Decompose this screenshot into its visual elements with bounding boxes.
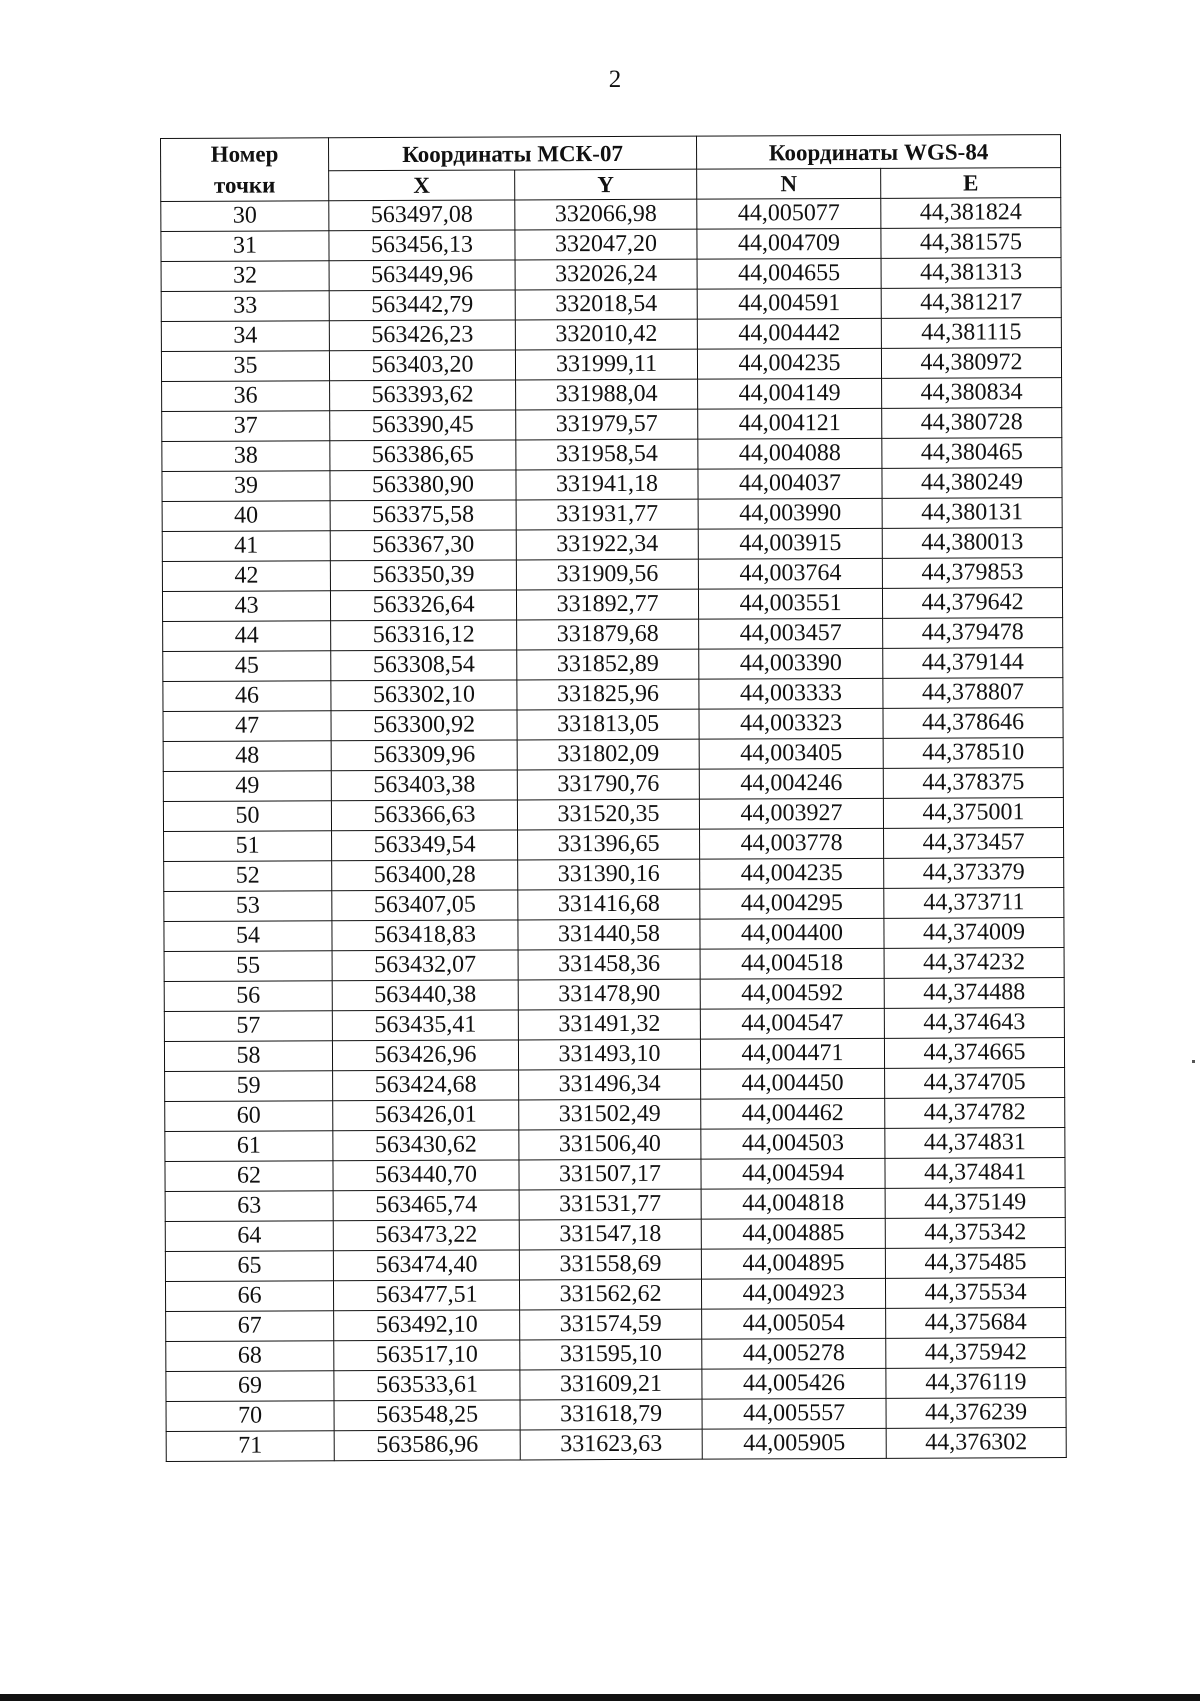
x-cell: 563393,62 <box>330 380 516 411</box>
e-cell: 44,373379 <box>884 858 1064 889</box>
y-cell: 331491,32 <box>518 1009 700 1040</box>
x-cell: 563477,51 <box>333 1280 519 1311</box>
e-cell: 44,374782 <box>885 1098 1065 1129</box>
table-row <box>165 1098 1065 1132</box>
point-number-cell: 40 <box>162 501 330 532</box>
y-cell: 331496,34 <box>519 1069 701 1100</box>
table-row <box>165 1188 1065 1222</box>
y-cell: 331958,54 <box>516 439 698 470</box>
e-cell: 44,380131 <box>882 498 1062 529</box>
y-cell: 331931,77 <box>516 499 698 530</box>
point-number-cell: 66 <box>165 1281 333 1312</box>
point-number-cell: 45 <box>163 651 331 682</box>
e-cell: 44,374488 <box>884 978 1064 1009</box>
table-row <box>163 708 1063 742</box>
y-cell: 331558,69 <box>519 1249 701 1280</box>
n-cell: 44,003333 <box>699 678 883 709</box>
point-number-cell: 67 <box>166 1311 334 1342</box>
e-cell: 44,374841 <box>885 1158 1065 1189</box>
point-number-cell: 55 <box>164 951 332 982</box>
e-cell: 44,374705 <box>885 1068 1065 1099</box>
n-cell: 44,003405 <box>699 738 883 769</box>
table-row <box>166 1398 1066 1432</box>
y-cell: 331478,90 <box>518 979 700 1010</box>
n-cell: 44,004594 <box>701 1158 885 1189</box>
point-number-cell: 34 <box>161 321 329 352</box>
n-cell: 44,003915 <box>698 528 882 559</box>
table-row <box>162 558 1062 592</box>
y-cell: 331562,62 <box>519 1279 701 1310</box>
point-number-cell: 39 <box>162 471 330 502</box>
point-number-cell: 38 <box>162 441 330 472</box>
e-cell: 44,380249 <box>882 468 1062 499</box>
table-row <box>161 348 1061 382</box>
point-number-cell: 69 <box>166 1371 334 1402</box>
n-cell: 44,003323 <box>699 708 883 739</box>
n-cell: 44,004895 <box>701 1248 885 1279</box>
y-cell: 332066,98 <box>515 199 697 230</box>
table-row <box>161 288 1061 322</box>
n-cell: 44,004709 <box>697 228 881 259</box>
x-cell: 563302,10 <box>331 680 517 711</box>
y-cell: 331396,65 <box>518 829 700 860</box>
table-row <box>163 768 1063 802</box>
scan-bottom-edge <box>0 1694 1200 1701</box>
x-cell: 563426,23 <box>329 320 515 351</box>
e-cell: 44,373711 <box>884 888 1064 919</box>
point-number-cell: 56 <box>164 981 332 1012</box>
y-cell: 331790,76 <box>517 769 699 800</box>
table-row <box>164 858 1064 892</box>
e-cell: 44,378807 <box>883 678 1063 709</box>
x-cell: 563465,74 <box>333 1190 519 1221</box>
n-cell: 44,004400 <box>700 918 884 949</box>
x-cell: 563418,83 <box>332 920 518 951</box>
e-cell: 44,374831 <box>885 1128 1065 1159</box>
table-row <box>165 1128 1065 1162</box>
n-cell: 44,003778 <box>700 828 884 859</box>
point-number-cell: 49 <box>163 771 331 802</box>
x-cell: 563473,22 <box>333 1220 519 1251</box>
point-number-cell: 60 <box>165 1101 333 1132</box>
x-cell: 563426,01 <box>333 1100 519 1131</box>
y-cell: 331458,36 <box>518 949 700 980</box>
e-cell: 44,375342 <box>885 1218 1065 1249</box>
table-row <box>162 528 1062 562</box>
coordinates-table <box>160 134 1067 1462</box>
table-body <box>161 198 1067 1462</box>
e-cell: 44,374665 <box>884 1038 1064 1069</box>
point-header-line2: точки <box>213 172 276 198</box>
y-cell: 332018,54 <box>515 289 697 320</box>
table-row <box>162 408 1062 442</box>
point-number-cell: 30 <box>161 201 329 232</box>
table-row <box>166 1308 1066 1342</box>
y-cell: 331825,96 <box>517 679 699 710</box>
x-cell: 563426,96 <box>332 1040 518 1071</box>
e-cell: 44,376302 <box>886 1428 1066 1459</box>
e-column-header: E <box>881 168 1061 199</box>
point-number-cell: 37 <box>162 411 330 442</box>
point-number-cell: 44 <box>163 621 331 652</box>
x-column-header: X <box>329 170 515 201</box>
point-number-cell: 51 <box>164 831 332 862</box>
n-cell: 44,004442 <box>697 318 881 349</box>
e-cell: 44,380834 <box>882 378 1062 409</box>
x-cell: 563586,96 <box>334 1430 520 1461</box>
y-cell: 331623,63 <box>520 1429 702 1460</box>
n-cell: 44,004235 <box>697 348 881 379</box>
y-cell: 331922,34 <box>516 529 698 560</box>
x-cell: 563308,54 <box>331 650 517 681</box>
y-cell: 331547,18 <box>519 1219 701 1250</box>
y-cell: 331909,56 <box>516 559 698 590</box>
table-row <box>164 828 1064 862</box>
table-row <box>163 798 1063 832</box>
table-row <box>163 678 1063 712</box>
y-cell: 331892,77 <box>516 589 698 620</box>
table-row <box>163 618 1063 652</box>
e-cell: 44,381824 <box>881 198 1061 229</box>
x-cell: 563442,79 <box>329 290 515 321</box>
point-number-cell: 42 <box>162 561 330 592</box>
table-row <box>161 318 1061 352</box>
n-cell: 44,004655 <box>697 258 881 289</box>
n-cell: 44,004518 <box>700 948 884 979</box>
point-number-cell: 64 <box>165 1221 333 1252</box>
e-cell: 44,375485 <box>885 1248 1065 1279</box>
e-cell: 44,379853 <box>882 558 1062 589</box>
n-cell: 44,005905 <box>702 1428 886 1459</box>
n-cell: 44,003927 <box>699 798 883 829</box>
point-number-cell: 47 <box>163 711 331 742</box>
x-cell: 563380,90 <box>330 470 516 501</box>
x-cell: 563474,40 <box>333 1250 519 1281</box>
msk07-group-header: Координаты МСК-07 <box>329 136 697 171</box>
point-number-cell: 58 <box>164 1041 332 1072</box>
y-cell: 331852,89 <box>517 649 699 680</box>
point-number-cell: 46 <box>163 681 331 712</box>
x-cell: 563390,45 <box>330 410 516 441</box>
x-cell: 563548,25 <box>334 1400 520 1431</box>
e-cell: 44,375001 <box>883 798 1063 829</box>
e-cell: 44,379642 <box>882 588 1062 619</box>
e-cell: 44,381575 <box>881 228 1061 259</box>
e-cell: 44,375534 <box>885 1278 1065 1309</box>
e-cell: 44,375684 <box>886 1308 1066 1339</box>
table-row <box>166 1428 1066 1462</box>
table-row <box>164 948 1064 982</box>
y-cell: 331802,09 <box>517 739 699 770</box>
n-cell: 44,004462 <box>701 1098 885 1129</box>
table-row <box>165 1248 1065 1282</box>
x-cell: 563403,38 <box>331 770 517 801</box>
y-cell: 332047,20 <box>515 229 697 260</box>
table-row <box>165 1278 1065 1312</box>
e-cell: 44,375942 <box>886 1338 1066 1369</box>
n-cell: 44,004471 <box>700 1038 884 1069</box>
point-header-line1: Номер <box>210 141 279 167</box>
table-row <box>161 228 1061 262</box>
point-number-cell: 71 <box>166 1431 334 1462</box>
y-cell: 331574,59 <box>520 1309 702 1340</box>
y-cell: 331416,68 <box>518 889 700 920</box>
x-cell: 563309,96 <box>331 740 517 771</box>
y-cell: 331979,57 <box>516 409 698 440</box>
e-cell: 44,381115 <box>881 318 1061 349</box>
point-number-cell: 62 <box>165 1161 333 1192</box>
y-cell: 331440,58 <box>518 919 700 950</box>
point-number-cell: 53 <box>164 891 332 922</box>
table-row <box>162 498 1062 532</box>
n-cell: 44,004885 <box>701 1218 885 1249</box>
n-cell: 44,004818 <box>701 1188 885 1219</box>
x-cell: 563407,05 <box>332 890 518 921</box>
x-cell: 563492,10 <box>334 1310 520 1341</box>
point-number-cell: 63 <box>165 1191 333 1222</box>
table-row <box>164 978 1064 1012</box>
table-row <box>162 468 1062 502</box>
header-row-groups <box>161 135 1061 172</box>
n-cell: 44,004591 <box>697 288 881 319</box>
table-row <box>165 1158 1065 1192</box>
point-number-cell: 57 <box>164 1011 332 1042</box>
x-cell: 563440,70 <box>333 1160 519 1191</box>
n-cell: 44,005426 <box>702 1368 886 1399</box>
e-cell: 44,375149 <box>885 1188 1065 1219</box>
n-cell: 44,004450 <box>701 1068 885 1099</box>
table-row <box>161 198 1061 232</box>
n-cell: 44,004295 <box>700 888 884 919</box>
point-number-cell: 68 <box>166 1341 334 1372</box>
n-cell: 44,005278 <box>702 1338 886 1369</box>
point-number-cell: 59 <box>165 1071 333 1102</box>
y-cell: 331390,16 <box>518 859 700 890</box>
point-number-cell: 35 <box>161 351 329 382</box>
n-column-header: N <box>697 168 881 199</box>
table-row <box>161 258 1061 292</box>
y-cell: 332026,24 <box>515 259 697 290</box>
point-number-cell: 33 <box>161 291 329 322</box>
e-cell: 44,374232 <box>884 948 1064 979</box>
x-cell: 563300,92 <box>331 710 517 741</box>
y-cell: 331618,79 <box>520 1399 702 1430</box>
x-cell: 563326,64 <box>330 590 516 621</box>
table-row <box>164 888 1064 922</box>
point-number-cell: 61 <box>165 1131 333 1162</box>
n-cell: 44,003990 <box>698 498 882 529</box>
y-cell: 331502,49 <box>519 1099 701 1130</box>
y-cell: 331999,11 <box>515 349 697 380</box>
table-row <box>162 588 1062 622</box>
point-number-cell: 52 <box>164 861 332 892</box>
e-cell: 44,380465 <box>882 438 1062 469</box>
e-cell: 44,376239 <box>886 1398 1066 1429</box>
e-cell: 44,380728 <box>882 408 1062 439</box>
e-cell: 44,379478 <box>883 618 1063 649</box>
point-number-cell: 36 <box>162 381 330 412</box>
point-number-cell: 50 <box>163 801 331 832</box>
n-cell: 44,005557 <box>702 1398 886 1429</box>
y-column-header: Y <box>515 169 697 200</box>
e-cell: 44,380013 <box>882 528 1062 559</box>
point-number-cell: 48 <box>163 741 331 772</box>
page-number: 2 <box>608 66 622 93</box>
x-cell: 563533,61 <box>334 1370 520 1401</box>
y-cell: 331988,04 <box>516 379 698 410</box>
y-cell: 331595,10 <box>520 1339 702 1370</box>
x-cell: 563386,65 <box>330 440 516 471</box>
point-number-cell: 43 <box>162 591 330 622</box>
e-cell: 44,374643 <box>884 1008 1064 1039</box>
n-cell: 44,004235 <box>700 858 884 889</box>
n-cell: 44,003551 <box>698 588 882 619</box>
e-cell: 44,378375 <box>883 768 1063 799</box>
n-cell: 44,003457 <box>699 618 883 649</box>
point-number-cell: 41 <box>162 531 330 562</box>
table-row <box>166 1368 1066 1402</box>
x-cell: 563375,58 <box>330 500 516 531</box>
x-cell: 563367,30 <box>330 530 516 561</box>
y-cell: 331507,17 <box>519 1159 701 1190</box>
y-cell: 331506,40 <box>519 1129 701 1160</box>
e-cell: 44,378646 <box>883 708 1063 739</box>
y-cell: 331531,77 <box>519 1189 701 1220</box>
n-cell: 44,004037 <box>698 468 882 499</box>
n-cell: 44,005054 <box>702 1308 886 1339</box>
n-cell: 44,004149 <box>698 378 882 409</box>
e-cell: 44,381217 <box>881 288 1061 319</box>
point-number-cell: 31 <box>161 231 329 262</box>
wgs84-group-header: Координаты WGS-84 <box>697 135 1061 170</box>
y-cell: 331493,10 <box>518 1039 700 1070</box>
n-cell: 44,005077 <box>697 198 881 229</box>
table-row <box>165 1068 1065 1102</box>
n-cell: 44,004246 <box>699 768 883 799</box>
x-cell: 563517,10 <box>334 1340 520 1371</box>
x-cell: 563440,38 <box>332 980 518 1011</box>
n-cell: 44,004547 <box>700 1008 884 1039</box>
table-row <box>164 1038 1064 1072</box>
point-number-header <box>161 138 329 202</box>
y-cell: 331879,68 <box>517 619 699 650</box>
table-row <box>164 918 1064 952</box>
n-cell: 44,004503 <box>701 1128 885 1159</box>
point-number-cell: 54 <box>164 921 332 952</box>
n-cell: 44,003390 <box>699 648 883 679</box>
e-cell: 44,374009 <box>884 918 1064 949</box>
scan-artifact <box>1192 1060 1195 1063</box>
x-cell: 563424,68 <box>333 1070 519 1101</box>
table-row <box>164 1008 1064 1042</box>
table-header <box>161 135 1061 202</box>
x-cell: 563403,20 <box>329 350 515 381</box>
e-cell: 44,376119 <box>886 1368 1066 1399</box>
e-cell: 44,380972 <box>881 348 1061 379</box>
n-cell: 44,004121 <box>698 408 882 439</box>
table-row <box>163 738 1063 772</box>
x-cell: 563349,54 <box>332 830 518 861</box>
x-cell: 563430,62 <box>333 1130 519 1161</box>
table-row <box>165 1218 1065 1252</box>
x-cell: 563316,12 <box>331 620 517 651</box>
y-cell: 331941,18 <box>516 469 698 500</box>
x-cell: 563350,39 <box>330 560 516 591</box>
e-cell: 44,378510 <box>883 738 1063 769</box>
e-cell: 44,379144 <box>883 648 1063 679</box>
n-cell: 44,004923 <box>701 1278 885 1309</box>
e-cell: 44,373457 <box>884 828 1064 859</box>
table-row <box>162 378 1062 412</box>
table-row <box>163 648 1063 682</box>
n-cell: 44,003764 <box>698 558 882 589</box>
n-cell: 44,004088 <box>698 438 882 469</box>
n-cell: 44,004592 <box>700 978 884 1009</box>
y-cell: 331520,35 <box>517 799 699 830</box>
x-cell: 563432,07 <box>332 950 518 981</box>
y-cell: 331813,05 <box>517 709 699 740</box>
e-cell: 44,381313 <box>881 258 1061 289</box>
x-cell: 563456,13 <box>329 230 515 261</box>
y-cell: 332010,42 <box>515 319 697 350</box>
point-number-cell: 70 <box>166 1401 334 1432</box>
x-cell: 563497,08 <box>329 200 515 231</box>
x-cell: 563366,63 <box>331 800 517 831</box>
table-row <box>166 1338 1066 1372</box>
x-cell: 563449,96 <box>329 260 515 291</box>
x-cell: 563435,41 <box>332 1010 518 1041</box>
point-number-cell: 65 <box>165 1251 333 1282</box>
x-cell: 563400,28 <box>332 860 518 891</box>
point-number-cell: 32 <box>161 261 329 292</box>
y-cell: 331609,21 <box>520 1369 702 1400</box>
table-row <box>162 438 1062 472</box>
